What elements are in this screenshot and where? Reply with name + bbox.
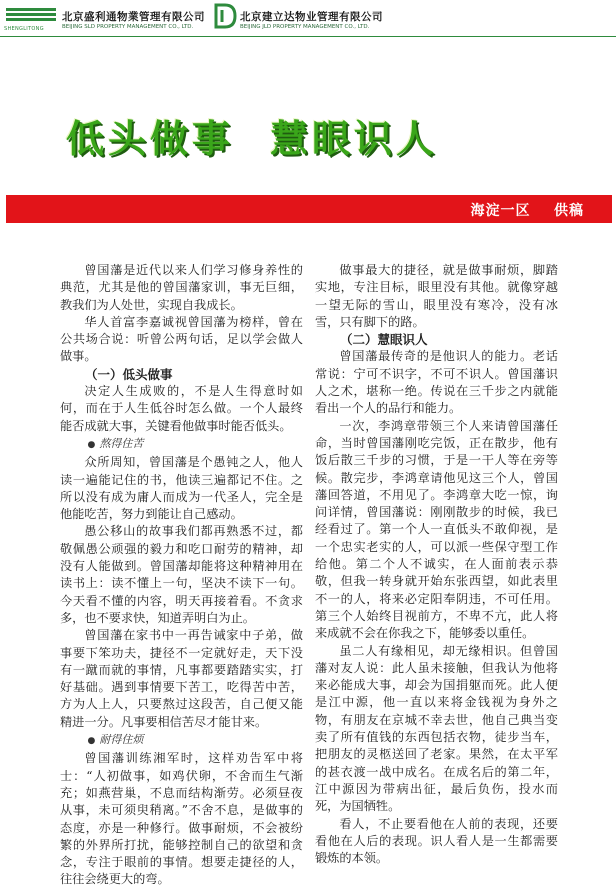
paragraph <box>315 643 558 816</box>
paragraph <box>315 348 558 417</box>
text: 曾国藩训练湘军时，这样劝告军中将士：“人初做事，如鸡伏卵，不舍而生气渐充；如燕营巢，不息而结构渐劳。必须昼夜从事，未可须臾稍离。”不舍不息，是做事的态度，亦是一种修行。做事耐烦，不会被纷繁的外界所打扰，能够控制自己的欲望和贪念，专注于眼前的事情。想要走捷径的人，往往会绕更大的弯。 <box>60 751 303 887</box>
shenglitong-logo-icon <box>6 8 56 26</box>
jianlida-logo-icon <box>213 3 237 29</box>
paragraph <box>315 262 558 331</box>
company2-english-name: BEIJING JLD PROPERTY MANAGEMENT CO., LTD. <box>240 24 370 30</box>
paragraph <box>60 750 303 888</box>
section-heading <box>315 331 558 348</box>
article-title <box>66 108 438 163</box>
right-column <box>315 262 558 867</box>
text: 华人首富李嘉诚视曾国藩为榜样，曾在公共场合说：听曾公两句话，足以学会做人做事。 <box>60 314 303 364</box>
bullet-icon: ● <box>87 439 96 450</box>
text: 看人，不止要看他在人前的表现，还要看他在人后的表现。识人看人是一生都需要锻炼的本领。 <box>315 816 558 866</box>
header-divider <box>0 36 616 37</box>
text: 虽二人有缘相见，却无缘相识。但曾国藩对友人说：此人虽未接触，但我认为他将来必能成大事，却会为国捐躯而死。此人便是江中源，他一直以来将金钱视为身外之物，有朋友在京城不幸去世，他自己典当变卖了所有值钱的东西包括衣物，徒步当车，把朋友的灵柩送回了老家。果然，在太平军的甚衣渡一战中成名。在成名后的第二年，江中源因为带病出征，最后负伤，投水而死，为国牺牲。 <box>315 643 558 814</box>
text: （一）低头做事 <box>85 366 173 382</box>
text: 愚公移山的故事我们都再熟悉不过，都敬佩愚公顽强的毅力和吃口耐劳的精神，却没有人能做到。曾国藩却能将这种精神用在读书上：读不懂上一句，坚决不读下一句。今天看不懂的内容，明天再接着看。不贪求多，也不要求快，知道弄明白为止。 <box>60 524 303 625</box>
page-header <box>0 0 616 44</box>
subsection-heading <box>60 731 303 750</box>
text: 曾国藩最传奇的是他识人的能力。老话常说：宁可不识字，不可不识人。曾国藩识人之术，堪称一绝。传说在三千步之内就能看出一个人的品行和能力。 <box>315 349 558 416</box>
paragraph <box>60 262 303 314</box>
text: 耐得住烦 <box>99 733 144 747</box>
text: 做事最大的捷径，就是做事耐烦，脚踏实地，专注目标，眼里没有其他。就像穿越一望无际的雪山，眼里没有寒冷，没有冰雪，只有脚下的路。 <box>315 263 558 329</box>
paragraph <box>60 454 303 523</box>
text: 曾国藩是近代以来人们学习修身养性的典范，尤其是他的曾国藩家训，事无巨细，教我们为人处世，实现自我成长。 <box>60 263 303 312</box>
text: 熬得住苦 <box>99 436 144 450</box>
paragraph <box>60 383 303 435</box>
paragraph <box>60 314 303 366</box>
company2-name: 北京建立达物业管理有限公司 <box>240 11 383 23</box>
title-part-1: 低头做事 <box>66 117 235 161</box>
company1-english-name: BEIJING SLD PROPERTY MANAGEMENT CO., LTD. <box>62 24 194 30</box>
title-part-2: 慧眼识人 <box>270 117 439 161</box>
paragraph <box>315 816 558 868</box>
left-column <box>60 262 303 889</box>
bullet-icon: ● <box>87 736 96 747</box>
text: 众所周知，曾国藩是个愚钝之人，他人读一遍能记住的书，他读三遍都记不住。之所以没有成为庸人而成为一代圣人，完全是他能吃苦，努力到能让自己感动。 <box>60 455 303 522</box>
subsection-heading <box>60 435 303 454</box>
text: 曾国藩在家书中一再告诫家中子弟，做事要下笨功夫，捷径不一定就好走，天下没有一蹴而就的事情，凡事都要踏踏实实，打好基础。遇到事情要下苦工，吃得苦中苦，方为人上人，只要熬过这段苦，自己便又能精进一分。凡事要相信苦尽才能甘来。 <box>60 628 303 729</box>
text: 一次，李鸿章带领三个人来请曾国藩任命，当时曾国藩刚吃完饭，正在散步，他有饭后散三千步的习惯，于是一干人等在旁等候。散完步，李鸿章请他见这三个人，曾国藩回答道，不用见了。李鸿章大吃一惊，询问详情，曾国藩说：刚刚散步的时候，我已经看过了。第一个人一直低头不敢仰视，是一个忠实老实的人，可以派一些保守型工作给他。第二个人不诚实，在人面前表示恭敬，但我一转身就开始东张西望，如此表里不一的人，将来必定阳奉阴违，不可任用。第三个人始终目视前方，不卑不亢，此人将来成就不会在你我之下，能够委以重任。 <box>315 418 558 641</box>
logo1-subtext: SHENGLITONG <box>4 26 44 32</box>
byline-text: 海淀一区 供稿 <box>470 203 584 219</box>
company1-name: 北京盛利通物業管理有限公司 <box>62 11 205 23</box>
text: （二）慧眼识人 <box>340 332 428 348</box>
paragraph <box>60 627 303 731</box>
section-heading <box>60 366 303 383</box>
text: 决定人生成败的，不是人生得意时如何，而在于人生低谷时怎么做。一个人最终能否成就大事，关键看他做事时能否低头。 <box>60 384 303 433</box>
paragraph <box>315 418 558 643</box>
paragraph <box>60 523 303 627</box>
